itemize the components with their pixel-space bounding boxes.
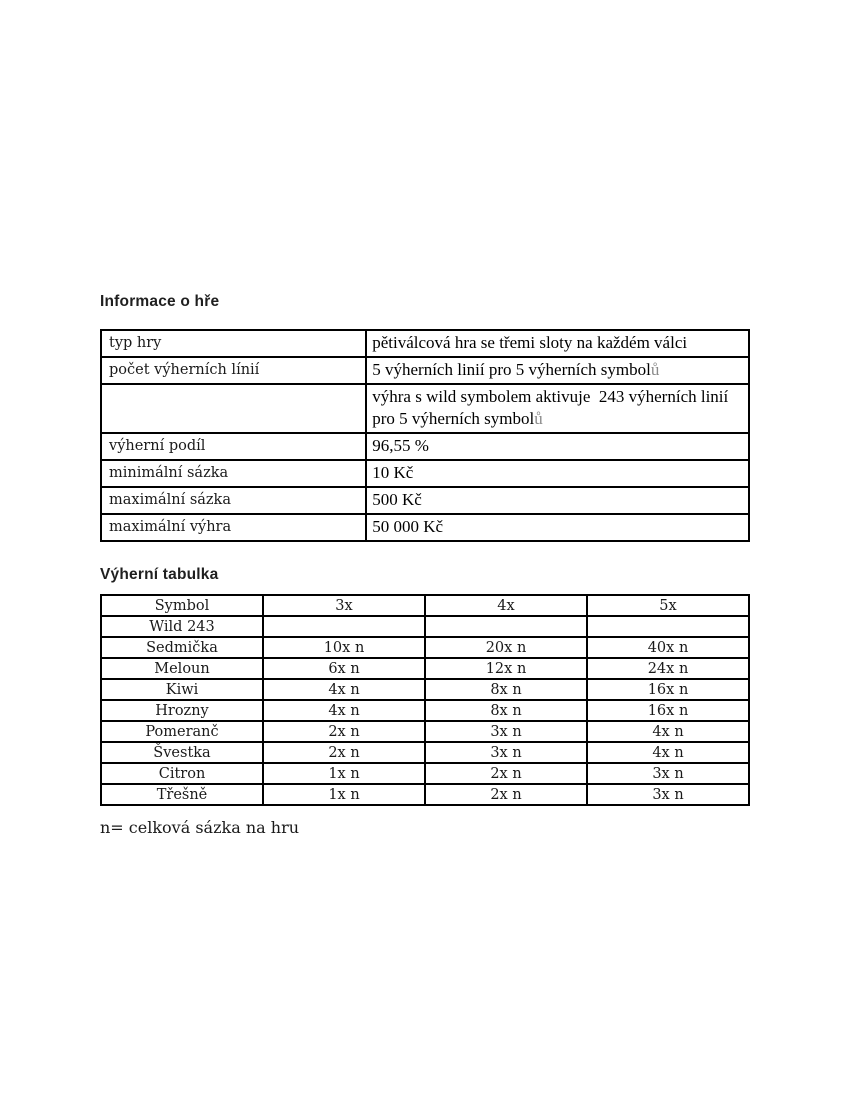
paytable-cell: 12x n (425, 658, 587, 679)
paytable-cell: 2x n (425, 784, 587, 805)
paytable-symbol-cell: Třešně (101, 784, 263, 805)
paytable-cell: 16x n (587, 679, 749, 700)
info-value (366, 384, 749, 433)
info-label: minimální sázka (101, 460, 366, 487)
info-label: typ hry (101, 330, 366, 357)
paytable-cell: 3x n (587, 784, 749, 805)
game-info-heading: Informace o hře (100, 293, 220, 310)
info-label (101, 384, 366, 433)
paytable-cell: 4x n (587, 721, 749, 742)
info-label: výherní podíl (101, 433, 366, 460)
paytable-header-cell: Symbol (101, 595, 263, 616)
paytable-cell: 8x n (425, 679, 587, 700)
paytable-cell: 16x n (587, 700, 749, 721)
info-value-text: 96,55 % (372, 436, 429, 455)
paytable-cell: 20x n (425, 637, 587, 658)
paytable-row (101, 637, 749, 658)
paytable-heading: Výherní tabulka (100, 566, 219, 583)
paytable (100, 594, 750, 806)
info-row (101, 460, 749, 487)
paytable-symbol-cell: Sedmička (101, 637, 263, 658)
paytable-row (101, 658, 749, 679)
paytable-symbol-cell: Citron (101, 763, 263, 784)
info-value (366, 357, 749, 384)
info-value (366, 433, 749, 460)
paytable-symbol-cell: Pomeranč (101, 721, 263, 742)
paytable-cell: 4x n (263, 679, 425, 700)
bet-definition-note: n= celková sázka na hru (100, 818, 300, 837)
info-value-gray-glyph: ů (650, 360, 660, 379)
info-row (101, 384, 749, 433)
paytable-row (101, 679, 749, 700)
paytable-header-cell: 5x (587, 595, 749, 616)
paytable-symbol-cell: Meloun (101, 658, 263, 679)
paytable-header-row (101, 595, 749, 616)
paytable-cell: 40x n (587, 637, 749, 658)
paytable-cell (263, 616, 425, 637)
info-label: maximální sázka (101, 487, 366, 514)
info-value-text: 500 Kč (372, 490, 422, 509)
info-row (101, 330, 749, 357)
paytable-cell: 2x n (263, 721, 425, 742)
paytable-row (101, 742, 749, 763)
info-row (101, 487, 749, 514)
paytable-header-cell: 4x (425, 595, 587, 616)
info-value-text: výhra s wild symbolem aktivuje 243 výherních linií pro 5 výherních symbol (372, 387, 733, 428)
info-value (366, 460, 749, 487)
info-value (366, 514, 749, 541)
info-row (101, 433, 749, 460)
paytable-row (101, 700, 749, 721)
paytable-symbol-cell: Hrozny (101, 700, 263, 721)
paytable-symbol-cell: Wild 243 (101, 616, 263, 637)
paytable-cell: 4x n (587, 742, 749, 763)
info-value-text: 5 výherních linií pro 5 výherních symbol (372, 360, 651, 379)
game-info-table (100, 329, 750, 542)
info-label: maximální výhra (101, 514, 366, 541)
paytable-row (101, 763, 749, 784)
paytable-cell: 10x n (263, 637, 425, 658)
paytable-header-cell: 3x (263, 595, 425, 616)
paytable-cell: 4x n (263, 700, 425, 721)
paytable-cell: 3x n (587, 763, 749, 784)
paytable-cell: 8x n (425, 700, 587, 721)
paytable-symbol-cell: Kiwi (101, 679, 263, 700)
paytable-row (101, 616, 749, 637)
paytable-row (101, 784, 749, 805)
info-value-text: 50 000 Kč (372, 517, 444, 536)
info-value (366, 487, 749, 514)
paytable-cell: 6x n (263, 658, 425, 679)
info-row (101, 514, 749, 541)
info-label: počet výherních línií (101, 357, 366, 384)
paytable-cell: 1x n (263, 763, 425, 784)
paytable-row (101, 721, 749, 742)
paytable-cell: 2x n (425, 763, 587, 784)
paytable-cell: 1x n (263, 784, 425, 805)
info-value-text: pětiválcová hra se třemi sloty na každém válci (372, 333, 688, 352)
paytable-cell: 2x n (263, 742, 425, 763)
info-row (101, 357, 749, 384)
paytable-cell: 3x n (425, 742, 587, 763)
info-value (366, 330, 749, 357)
info-value-text: 10 Kč (372, 463, 414, 482)
paytable-cell: 24x n (587, 658, 749, 679)
paytable-symbol-cell: Švestka (101, 742, 263, 763)
info-value-gray-glyph: ů (534, 409, 543, 428)
paytable-cell: 3x n (425, 721, 587, 742)
paytable-cell (587, 616, 749, 637)
paytable-cell (425, 616, 587, 637)
